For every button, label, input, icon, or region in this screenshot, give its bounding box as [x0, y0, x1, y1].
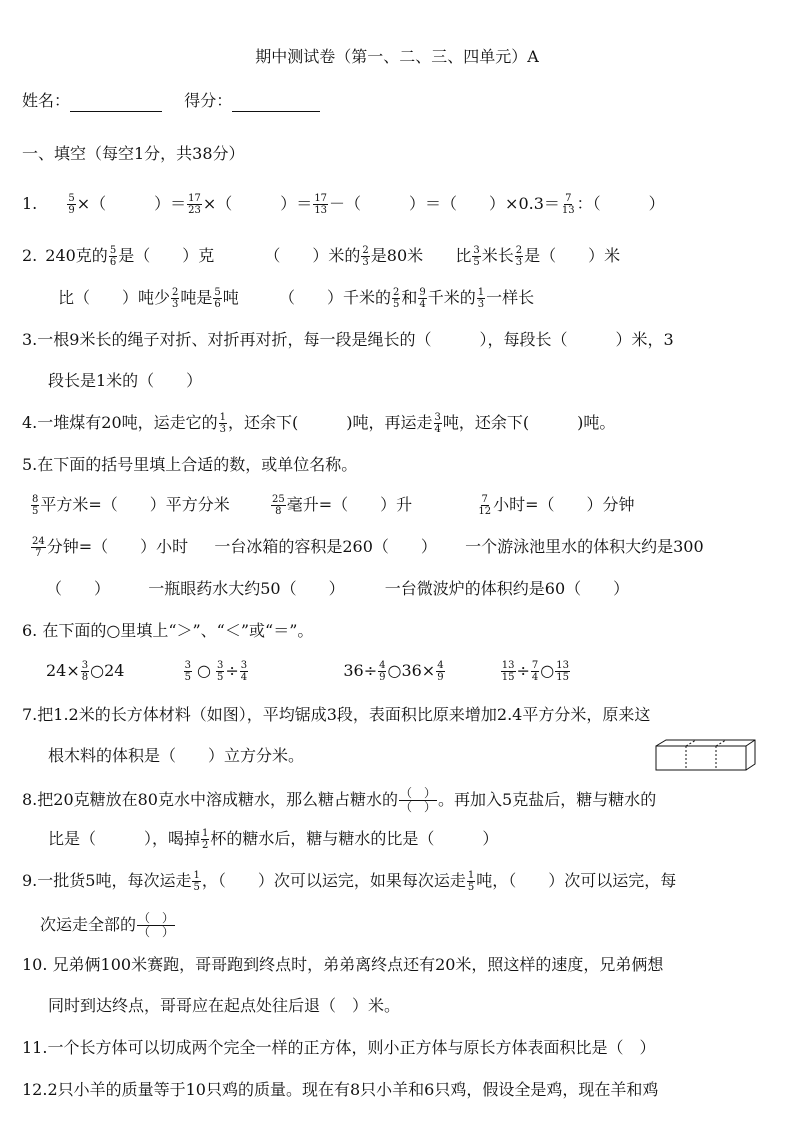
fraction: $\frac{2}{3}$: [172, 287, 179, 310]
question-12: 12.2只小羊的质量等于10只鸡的质量。现在有8只小羊和6只鸡，假设全是鸡，现在羊和鸡: [22, 1080, 659, 1099]
question-7-line-2: 根木料的体积是（ ）立方分米。: [48, 746, 305, 765]
fraction: $\frac{3}{5}$: [184, 660, 192, 683]
fraction: $\frac{8}{5}$: [32, 494, 39, 517]
question-10-line-2: 同时到达终点，哥哥应在起点处往后退（ ）米。: [48, 996, 401, 1015]
fraction: $\frac{9}{4}$: [419, 287, 426, 310]
question-4: 4.一堆煤有20吨，运走它的 $\frac{1}{3}$ ，还余下( )吨，再运走 $\frac{3}{4}$ 吨，还余下( )吨。: [22, 412, 616, 435]
page-title: 期中测试卷（第一、二、三、四单元）A: [255, 47, 539, 66]
fraction: $\frac{1}{2}$: [202, 828, 209, 851]
fraction: $\frac{3}{5}$: [217, 660, 224, 683]
fraction: $\frac{3}{4}$: [434, 412, 441, 435]
fraction: $\frac{3}{8}$: [81, 660, 89, 683]
cuboid-figure: [654, 738, 758, 772]
question-9-line-1: 9.一批货5吨，每次运走 $\frac{1}{5}$ ，（ ）次可以运完，如果每次运走 $\frac{1}{5}$ 吨，（ ）次可以运完，每: [22, 870, 677, 893]
question-5-row-3: （ ） 一瓶眼药水大约50（ ） 一台微波炉的体积约是60（ ）: [46, 579, 630, 598]
question-9-line-2: 次运走全部的 $\frac{( )}{( )}$: [40, 911, 175, 939]
fraction: $\frac{1}{3}$: [477, 287, 485, 310]
fraction: $\frac{1}{3}$: [219, 412, 227, 435]
fraction: $\frac{3}{4}$: [240, 660, 248, 683]
fraction: $\frac{7}{12}$: [478, 494, 492, 517]
blank-fraction[interactable]: $\frac{( )}{( )}$: [400, 786, 437, 814]
fraction: $\frac{24}{7}$: [32, 536, 45, 559]
name-label: 姓名：: [22, 91, 71, 110]
fraction: $\frac{7}{13}$: [561, 193, 575, 216]
fraction: $\frac{2}{3}$: [515, 245, 523, 268]
question-2-line-1: 2. 240克的 $\frac{5}{6}$ 是（ ）克 （ ）米的 $\frac{2}{3}$ 是80米 比 $\frac{3}{5}$ 米长 $\frac{2}{3}$ 是（ ）米: [22, 245, 621, 268]
fraction: $\frac{13}{15}$: [501, 660, 515, 683]
section-heading: 一、填空（每空1分，共38分）: [22, 144, 245, 163]
blank-fraction[interactable]: $\frac{( )}{( )}$: [138, 911, 175, 939]
question-8-line-2: 比是（ ），喝掉 $\frac{1}{2}$ 杯的糖水后，糖与糖水的比是（ ）: [48, 828, 499, 851]
header-row: [22, 90, 320, 112]
fraction: $\frac{25}{8}$: [271, 494, 285, 517]
question-3-line-2: 段长是1米的（ ）: [48, 371, 203, 390]
fraction: $\frac{5}{6}$: [214, 287, 221, 310]
fraction: $\frac{13}{15}$: [556, 660, 569, 683]
fraction: $\frac{4}{9}$: [379, 660, 386, 683]
question-1: 1. $\frac{5}{9}$ ×（ ）＝ $\frac{17}{23}$ ×（ ）＝ $\frac{17}{13}$ －（ ）＝（ ）×0.3＝ $\frac{7}{13}$ ：（ ）: [22, 193, 665, 216]
question-5-row-1: $\frac{8}{5}$ 平方米=（ ）平方分米 $\frac{25}{8}$ 毫升=（ ）升 $\frac{7}{12}$ 小时=（ ）分钟: [32, 494, 635, 517]
score-field[interactable]: [232, 95, 320, 112]
fraction: $\frac{17}{23}$: [188, 193, 201, 216]
fraction: $\frac{5}{9}$: [68, 193, 75, 216]
fraction: $\frac{1}{5}$: [467, 870, 475, 893]
question-5-heading: 5.在下面的括号里填上合适的数，或单位名称。: [22, 455, 358, 474]
fraction: $\frac{7}{4}$: [531, 660, 539, 683]
question-3-line-1: 3.一根9米长的绳子对折、对折再对折，每一段是绳长的（ ），每段长（ ）米，3: [22, 330, 674, 349]
question-6-row: 24× $\frac{3}{8}$ ○24 $\frac{3}{5}$ ○ $\frac{3}{5}$ ÷ $\frac{3}{4}$ 36÷ $\frac{4}{9}$ ○36× $\frac{4}{9}$ $\frac{13}{15}$ ÷ $\frac{7}{4}$ ○ $\frac{13}{15}$: [46, 660, 569, 683]
fraction: $\frac{17}{13}$: [314, 193, 328, 216]
name-field[interactable]: [70, 95, 162, 112]
score-label: 得分：: [184, 91, 233, 110]
fraction: $\frac{2}{3}$: [362, 245, 369, 268]
fraction: $\frac{2}{5}$: [393, 287, 400, 310]
fraction: $\frac{5}{6}$: [109, 245, 117, 268]
fraction: $\frac{3}{5}$: [473, 245, 480, 268]
question-8-line-1: 8.把20克糖放在80克水中溶成糖水，那么糖占糖水的 $\frac{( )}{( )}$ 。再加入5克盐后，糖与糖水的: [22, 786, 657, 814]
fraction: $\frac{1}{5}$: [193, 870, 200, 893]
fraction: $\frac{4}{9}$: [437, 660, 444, 683]
question-5-row-2: $\frac{24}{7}$ 分钟=（ ）小时 一台冰箱的容积是260（ ） 一个游泳池里水的体积大约是300: [32, 536, 704, 559]
question-6-heading: 6. 在下面的○里填上“＞”、“＜”或“＝”。: [22, 621, 314, 640]
question-11: 11.一个长方体可以切成两个完全一样的正方体，则小正方体与原长方体表面积比是（ ）: [22, 1038, 656, 1057]
question-2-line-2: 比（ ）吨少 $\frac{2}{3}$ 吨是 $\frac{5}{6}$ 吨 （ ）千米的 $\frac{2}{5}$ 和 $\frac{9}{4}$ 千米的 $\frac{1}{3}$ 一样长: [58, 287, 535, 310]
question-10-line-1: 10. 兄弟俩100米赛跑，哥哥跑到终点时，弟弟离终点还有20米，照这样的速度，兄弟俩想: [22, 955, 664, 974]
question-7-line-1: 7.把1.2米的长方体材料（如图），平均锯成3段，表面积比原来增加2.4平方分米，原来这: [22, 705, 651, 724]
